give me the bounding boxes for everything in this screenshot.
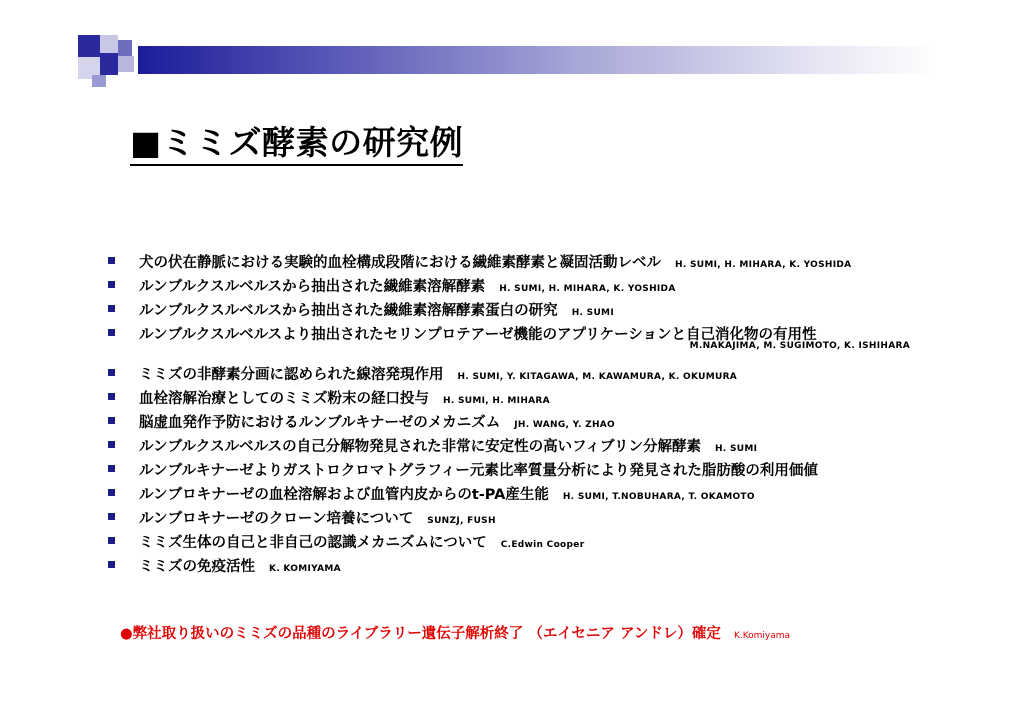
item-authors: H. SUMI, T.NOBUHARA, T. OKAMOTO [562,492,755,502]
list-item [108,435,968,459]
footer-text: ●弊社取り扱いのミミズの品種のライブラリー遺伝子解析終了 （エイセニア アンドレ）確定 [120,626,721,642]
item-authors: H. SUMI [714,444,758,454]
item-authors: H. SUMI, H. MIHARA [443,396,550,406]
bullet-square-icon [108,537,115,544]
decor-square-mid-1 [118,40,132,56]
item-authors: M.NAKAJIMA, M. SUGIMOTO, K. ISHIHARA [689,341,910,351]
item-authors: H. SUMI, H. MIHARA, K. YOSHIDA [499,284,676,294]
bullet-square-icon [108,393,115,400]
item-text: ミミズの非酵素分画に認められた線溶発現作用 [139,367,444,383]
research-list [108,251,968,579]
bullet-square-icon [108,417,115,424]
decor-square-light-1 [100,35,118,53]
header-gradient-band [138,46,938,74]
item-text: 犬の伏在静脈における実験的血栓構成段階における繊維素酵素と凝固活動レベル [139,255,661,271]
item-authors: H. SUMI, Y. KITAGAWA, M. KAWAMURA, K. OKUMURA [457,372,738,382]
item-text: ルンブロキナーゼの血栓溶解および血管内皮からのt-PA産生能 [139,487,549,503]
item-authors: SUNZJ, FUSH [427,516,496,526]
bullet-square-icon [108,369,115,376]
list-item [108,411,968,435]
list-item [108,275,968,299]
bullet-square-icon [108,305,115,312]
item-text: ルンブルクスルベルスより抽出されたセリンプロテアーゼ機能のアプリケーションと自己消化物の有用性 [139,327,817,343]
item-authors: H. SUMI [571,308,614,318]
item-authors: K. KOMIYAMA [269,564,341,574]
item-text: ミミズ生体の自己と非自己の認識メカニズムについて [139,535,487,551]
bullet-square-icon [108,329,115,336]
list-item [108,387,968,411]
footer-author: K.Komiyama [733,631,791,641]
bullet-square-icon [108,465,115,472]
bullet-square-icon [108,561,115,568]
item-text: ルンブルキナーゼよりガストロクロマトグラフィー元素比率質量分析により発見された脂肪酸の利用価値 [139,463,818,479]
list-item [108,299,968,323]
bullet-square-icon [108,441,115,448]
bullet-square-icon [108,489,115,496]
bullet-square-icon [108,513,115,520]
list-item [108,363,968,387]
item-text: ルンブルクスルベルスの自己分解物発見された非常に安定性の高いフィブリン分解酵素 [139,439,701,455]
decor-square-dark-2 [100,53,118,75]
list-item [108,483,968,507]
decor-square-dark-1 [78,35,100,57]
list-item [108,251,968,275]
item-text: ルンブロキナーゼのクローン培養について [139,511,414,527]
list-item [108,323,968,363]
bullet-square-icon [108,257,115,264]
item-text: ルンブルクスルベルスから抽出された繊維素溶解酵素蛋白の研究 [139,303,558,319]
list-item [108,555,968,579]
decor-square-light-3 [118,56,134,72]
bullet-square-icon [108,281,115,288]
item-text: ルンブルクスルベルスから抽出された繊維素溶解酵素 [139,279,486,295]
item-text: 脳虚血発作予防におけるルンブルキナーゼのメカニズム [139,415,501,431]
decor-square-mid-2 [92,75,106,87]
item-text: 血栓溶解治療としてのミミズ粉末の経口投与 [139,391,429,407]
item-authors: C.Edwin Cooper [500,540,585,550]
list-item [108,507,968,531]
page-title: ■ミミズ酵素の研究例 [130,124,463,166]
list-item [108,531,968,555]
list-item [108,459,968,483]
item-authors: JH. WANG, Y. ZHAO [514,420,616,430]
item-authors: H. SUMI, H. MIHARA, K. YOSHIDA [675,260,852,270]
footer-note [120,622,790,643]
item-text: ミミズの免疫活性 [139,559,255,575]
